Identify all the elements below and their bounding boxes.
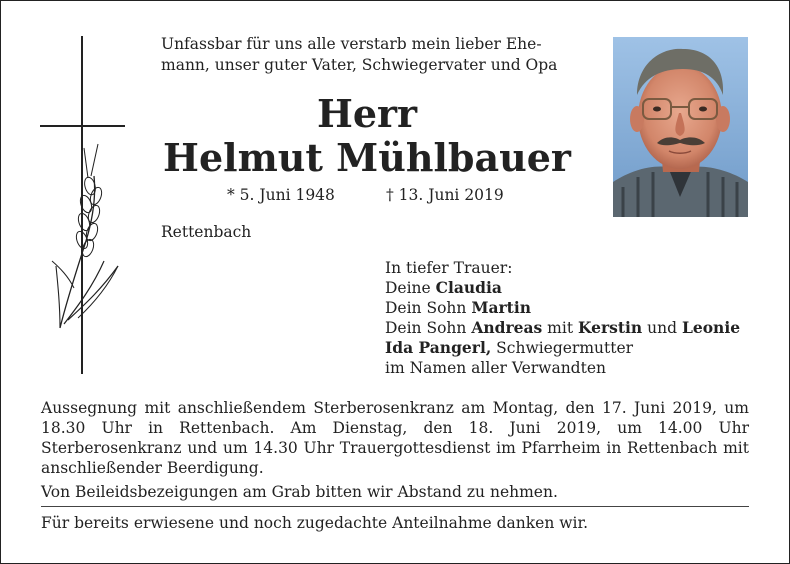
- death-date: † 13. Juni 2019: [386, 186, 504, 204]
- intro-text: [161, 34, 591, 76]
- mourner-line: [385, 278, 765, 298]
- birth-date: * 5. Juni 1948: [227, 186, 335, 204]
- mourner-relation: Dein Sohn: [385, 299, 472, 317]
- mourner-line: [385, 358, 765, 378]
- portrait-photo: [613, 37, 748, 217]
- mourner-name: Kerstin: [578, 318, 643, 337]
- mourner-name: Martin: [471, 298, 531, 317]
- intro-line-2: mann, unser guter Vater, Schwiegervater und Opa: [161, 56, 558, 74]
- mourner-relation: Deine: [385, 279, 436, 297]
- place: Rettenbach: [161, 223, 252, 241]
- mourner-line: [385, 318, 765, 338]
- mourner-line: [385, 298, 765, 318]
- mourner-name: Leonie: [681, 318, 741, 337]
- service-details: [41, 398, 749, 502]
- mourners-heading: In tiefer Trauer:: [385, 259, 513, 277]
- mourner-connector: mit: [542, 319, 578, 337]
- mourners-list: [385, 258, 765, 378]
- thanks-text: Für bereits erwiesene und noch zugedachte Anteilnahme danken wir.: [41, 514, 589, 532]
- mourner-line: [385, 338, 765, 358]
- mourner-relation: Dein Sohn: [385, 319, 472, 337]
- salutation: Herr: [316, 91, 418, 136]
- mourner-relation: Schwiegermutter: [491, 339, 634, 357]
- intro-line-1: Unfassbar für uns alle verstarb mein lieber Ehe-: [161, 35, 542, 53]
- mourner-name: Andreas: [471, 318, 543, 337]
- deceased-name: Helmut Mühlbauer: [163, 135, 571, 180]
- condolence-text: Von Beileidsbezeigungen am Grab bitten wir Abstand zu nehmen.: [41, 483, 558, 501]
- mourner-relation: im Namen aller Verwandten: [385, 359, 606, 377]
- mourner-name: Claudia: [435, 278, 502, 297]
- service-text: Aussegnung mit anschließendem Sterberosenkranz am Montag, den 17. Juni 2019, um 18.30 Uhr in Rettenbach. Am Dienstag, den 18. Juni 2019, um 14.00 Uhr Sterberosenkranz und um 14.30 Uhr Trauergottesdienst im Pfarrheim in Rettenbach mit anschließender Beerdigung.: [41, 399, 749, 477]
- divider: [41, 506, 749, 507]
- cross-with-wheat-icon: [38, 36, 128, 374]
- mourner-name: Ida Pangerl,: [385, 338, 492, 357]
- mourner-connector: und: [642, 319, 682, 337]
